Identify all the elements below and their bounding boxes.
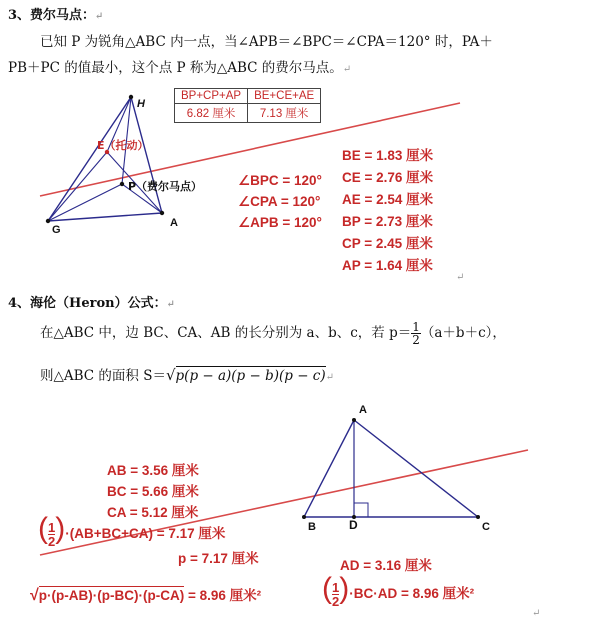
section4-heading-text: 4、海伦（Heron）公式： [8,296,167,311]
label-h: H [137,98,145,110]
triangle2-side-ab [304,420,354,517]
measure2-ab: AB = 3.56 厘米 [107,463,199,478]
fraction-denominator: 2 [332,593,340,609]
measure2-ca: CA = 5.12 厘米 [107,505,199,520]
measure2-bc: BC = 5.66 厘米 [107,484,199,499]
label-e: E（托动） [97,139,149,152]
half-sum-text: ·(AB+BC+CA) = 7.17 厘米 [65,526,226,541]
section3-line2-text: PB＋PC 的值最小，这个点 P 称为△ABC 的费尔马点。 [8,60,343,76]
label2-c: C [482,521,490,533]
section4-line2-prefix: 则△ABC 的面积 S＝ [40,368,166,384]
paragraph-mark: ↵ [456,272,465,283]
sqrt-body: p(p − a)(p − b)(p − c) [175,368,326,384]
heron-expression [30,584,261,605]
label-a: A [170,217,178,229]
angle-apb: ∠APB = 120° [238,215,322,230]
area-expression [322,574,474,609]
point2-a [352,418,356,422]
bracket-right: ) [339,572,350,605]
table-row [175,89,321,104]
point-a [160,211,164,215]
right-angle-mark [354,503,368,517]
measurement-table [174,88,321,123]
measure2-ad: AD = 3.16 厘米 [340,558,432,573]
p-value: p = 7.17 厘米 [178,551,259,566]
bracket-left: ( [322,572,332,605]
measure-bp: BP = 2.73 厘米 [342,214,433,229]
sqrt-sign-red: √ [30,587,39,604]
fraction-numerator: 1 [48,519,56,535]
triangle-side-hg [48,97,131,221]
paragraph-mark: ↵ [325,372,335,383]
point2-c [476,515,480,519]
measure-be: BE = 1.83 厘米 [342,148,434,163]
label2-b: B [308,521,316,533]
table-value-cell: 7.13 厘米 [248,104,321,123]
label-g: G [52,224,61,236]
label-p: P（费尔马点） [128,180,203,193]
point-h [129,95,133,99]
fraction-numerator: 1 [332,579,340,595]
table-row [175,104,321,123]
section4-line1-suffix: （a＋b＋c）， [420,325,506,341]
point2-b [302,515,306,519]
section4-line1-prefix: 在△ABC 中，边 BC、CA、AB 的长分别为 a、b、c，若 p＝ [40,325,412,341]
section3-line1: 已知 P 为锐角△ABC 内一点，当∠APB＝∠BPC＝∠CPA＝120° 时，PA＋ [40,34,493,50]
triangle2-side-ca [354,420,478,517]
point-p [120,182,124,186]
paragraph-mark: ↵ [532,608,541,619]
paragraph-mark: ↵ [342,64,352,75]
measure-ap: AP = 1.64 厘米 [342,258,433,273]
table-header-cell: BE+CE+AE [248,89,321,104]
measure-ae: AE = 2.54 厘米 [342,192,434,207]
fraction-numerator: 1 [412,320,420,334]
segment-pg [48,184,122,221]
section3-heading-text: 3、费尔马点： [8,8,96,23]
section4-heading [8,292,175,311]
section4-line1 [40,318,506,348]
measure-ce: CE = 2.76 厘米 [342,170,434,185]
fraction-one-half [411,321,421,346]
section4-line2 [40,364,334,384]
triangle-side-ga [48,213,162,221]
sqrt-sign: √ [165,366,176,384]
segment-eg [48,152,107,221]
label2-d: D [349,518,358,532]
bracket-left: ( [38,512,48,545]
paragraph-mark: ↵ [95,11,104,22]
angle-bpc: ∠BPC = 120° [238,173,322,188]
bracket-right: ) [55,512,66,545]
label2-a: A [359,404,367,416]
heron-result: = 8.96 厘米² [184,588,262,603]
measure-cp: CP = 2.45 厘米 [342,236,433,251]
heron-sqrt-body: p·(p-AB)·(p-BC)·(p-CA) [38,588,185,603]
area-text: ·BC·AD = 8.96 厘米² [349,586,475,601]
fraction-denominator: 2 [48,533,56,549]
half-sum-expression [38,514,225,549]
table-value-cell: 6.82 厘米 [175,104,248,123]
fraction-denominator: 2 [412,333,420,347]
point-g [46,219,50,223]
table-header-cell: BP+CP+AP [175,89,248,104]
paragraph-mark: ↵ [166,299,175,310]
angle-cpa: ∠CPA = 120° [238,194,321,209]
